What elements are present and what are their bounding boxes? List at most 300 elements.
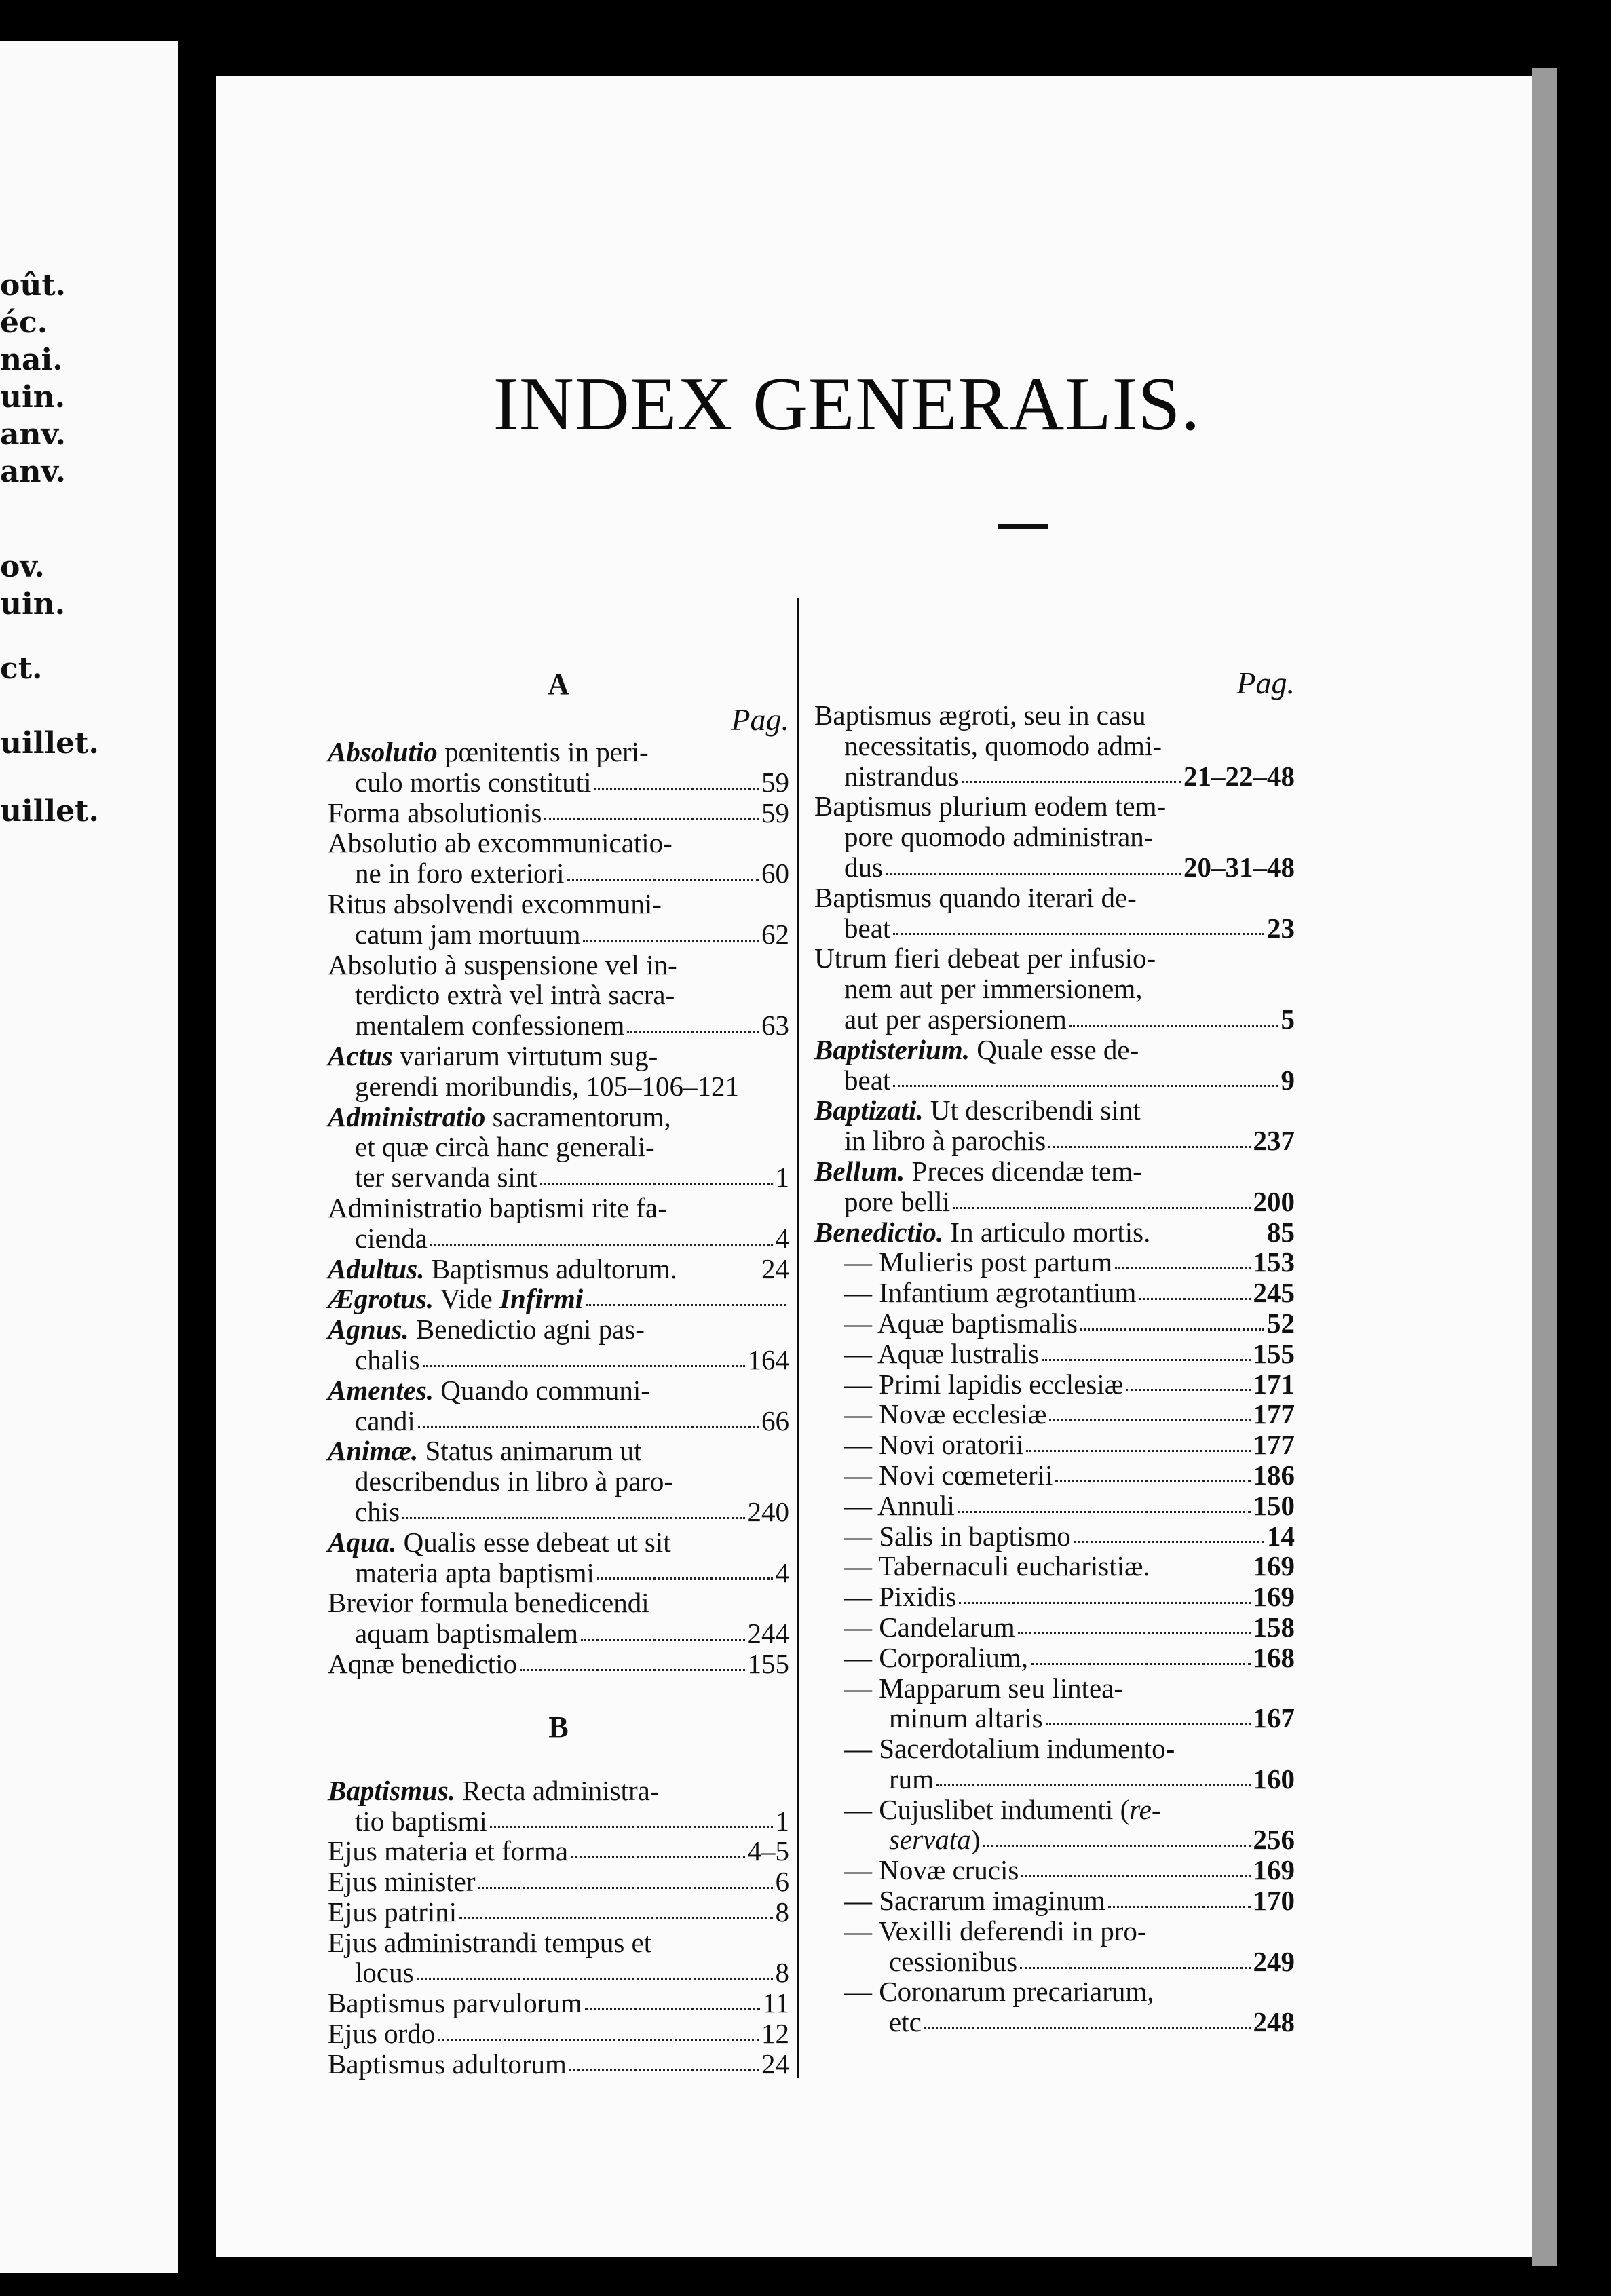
- entry-text: materia apta baptismi: [355, 1556, 594, 1588]
- leader-dots: [1080, 1328, 1264, 1331]
- leader-dots: [417, 1978, 773, 1980]
- page-number: 155: [1253, 1337, 1295, 1369]
- index-entry: [814, 1460, 1295, 1491]
- page-number: 177: [1253, 1398, 1295, 1430]
- entry-text: Baptismus quando iterari de-: [814, 881, 1137, 913]
- entry-text: Quale esse de-: [969, 1033, 1139, 1065]
- index-entry: [328, 1649, 789, 1679]
- index-entry: [814, 2007, 1295, 2037]
- leader-dots: [936, 1784, 1250, 1786]
- leader-dots: [520, 1669, 745, 1671]
- entry-text: Ejus administrandi tempus et: [328, 1926, 652, 1958]
- leader-dots: [567, 879, 759, 881]
- page-number: 6: [775, 1866, 789, 1898]
- entry-text: — Novi cœmeterii: [844, 1459, 1053, 1491]
- page-number: 24: [761, 2048, 789, 2080]
- entry-text: — Corporalium,: [844, 1641, 1029, 1673]
- index-entry: [328, 980, 789, 1010]
- entry-text: dus: [844, 851, 883, 883]
- page-number: 20–31–48: [1183, 851, 1295, 883]
- leader-dots: [983, 1845, 1250, 1847]
- page-number: 171: [1253, 1368, 1295, 1400]
- leader-dots: [1126, 1389, 1250, 1391]
- entry-headword-ref: Infirmi: [499, 1283, 584, 1315]
- index-entry: [814, 974, 1295, 1004]
- entry-text: — Aquæ baptismalis: [844, 1307, 1078, 1339]
- page-number: 4: [775, 1556, 789, 1588]
- page-number: 8: [775, 1957, 789, 1989]
- leader-dots: [1139, 1298, 1250, 1300]
- entry-text: beat: [844, 912, 891, 944]
- index-entry: [814, 1612, 1295, 1643]
- page-number: 170: [1253, 1885, 1295, 1917]
- index-entry: [328, 798, 789, 828]
- page-number: 150: [1253, 1489, 1295, 1521]
- entry-text: etc: [889, 2006, 922, 2038]
- page-edge: [1532, 68, 1557, 2266]
- entry-text: mentalem confessionem: [355, 1010, 625, 1041]
- entry-text: — Mulieris post partum: [844, 1246, 1113, 1278]
- index-entry: [814, 1582, 1295, 1612]
- index-entry: [814, 822, 1295, 852]
- prev-page-fragment: anv.: [0, 455, 66, 489]
- index-entry: [328, 1588, 789, 1618]
- page-number: 9: [1281, 1064, 1295, 1096]
- index-entry: [328, 828, 789, 858]
- index-entry: [328, 1867, 789, 1897]
- index-entry: [328, 1776, 789, 1806]
- leader-dots: [958, 1511, 1251, 1513]
- section-b-entries: [328, 1776, 789, 2080]
- leader-dots: [581, 1639, 744, 1641]
- entry-text: culo mortis constituti: [355, 766, 592, 798]
- index-entry: [814, 700, 1295, 731]
- index-entry: [814, 1399, 1295, 1430]
- index-entry: [328, 1497, 789, 1527]
- entry-text: chalis: [355, 1343, 420, 1375]
- leader-dots: [1021, 1875, 1250, 1877]
- index-entry: [328, 1071, 789, 1102]
- index-entry: [328, 1928, 789, 1958]
- index-entry: [328, 889, 789, 919]
- entry-headword: Absolutio: [328, 736, 438, 767]
- index-entry: [814, 1278, 1295, 1308]
- leader-dots: [893, 933, 1264, 935]
- page-number: 160: [1253, 1763, 1295, 1795]
- entry-text: catum jam mortuum: [355, 918, 581, 950]
- entry-text: beat: [844, 1064, 891, 1096]
- index-entry: [814, 1976, 1295, 2007]
- index-entry: [328, 1162, 789, 1193]
- prev-page-fragment: anv.: [0, 417, 66, 452]
- page-number: 63: [761, 1010, 789, 1041]
- entry-text: — Tabernaculi eucharistiæ.: [844, 1550, 1150, 1582]
- entry-text: Status animarum ut: [418, 1435, 642, 1467]
- entry-text: pore belli: [844, 1185, 950, 1217]
- prev-page-fragment: ov.: [0, 550, 45, 584]
- index-entry: [814, 1734, 1295, 1764]
- pag-label-right: Pag.: [1236, 666, 1295, 700]
- entry-text: cienda: [355, 1222, 428, 1254]
- page-number: 1: [775, 1805, 789, 1837]
- entry-headword: Agnus.: [328, 1314, 409, 1345]
- entry-text: locus: [355, 1957, 414, 1989]
- leader-dots: [924, 2027, 1251, 2029]
- leader-dots: [597, 1577, 773, 1580]
- entry-text: gerendi moribundis, 105–106–121: [355, 1070, 739, 1102]
- index-entry: [814, 1126, 1295, 1156]
- leader-dots: [1042, 1359, 1250, 1361]
- entry-text: Baptismus ægroti, seu in casu: [814, 700, 1146, 731]
- leader-dots: [438, 2039, 759, 2041]
- index-entry: [328, 1132, 789, 1162]
- prev-page-fragment: uillet.: [0, 794, 99, 828]
- index-entry: [814, 1035, 1295, 1065]
- page-number: 186: [1253, 1459, 1295, 1491]
- leader-dots: [893, 1085, 1278, 1087]
- entry-text: Quando communi-: [434, 1374, 650, 1406]
- entry-text: In articulo mortis.: [943, 1216, 1151, 1248]
- page-number: 169: [1253, 1550, 1295, 1582]
- entry-text: pœnitentis in peri-: [437, 736, 649, 767]
- index-entry: [814, 761, 1295, 792]
- index-entry: [328, 737, 789, 767]
- entry-text: Ut describendi sint: [923, 1094, 1141, 1126]
- section-a-entries: [328, 737, 789, 1679]
- entry-text: — Coronarum precariarum,: [844, 1976, 1154, 2008]
- entry-text: et quæ circà hanc generali-: [355, 1131, 655, 1163]
- entry-headword: Ægrotus.: [328, 1283, 434, 1315]
- index-entry: [328, 2049, 789, 2080]
- leader-dots: [1055, 1480, 1250, 1482]
- index-entry: [814, 1947, 1295, 1977]
- prev-page-fragment: éc.: [0, 305, 48, 340]
- page-number: 167: [1253, 1702, 1295, 1734]
- index-entry: [328, 1806, 789, 1837]
- index-entry: [328, 1957, 789, 1988]
- page-number: 237: [1253, 1125, 1295, 1157]
- index-entry: [814, 1430, 1295, 1460]
- leader-dots: [459, 1917, 772, 1919]
- entry-text: pore quomodo administran-: [844, 821, 1154, 853]
- index-entry: [814, 1187, 1295, 1217]
- page-number: 200: [1253, 1185, 1295, 1217]
- index-entry: [814, 1491, 1295, 1521]
- index-entry: [328, 1041, 789, 1071]
- entry-text: Ritus absolvendi excommuni-: [328, 887, 662, 919]
- entry-text: Ejus materia et forma: [328, 1835, 569, 1867]
- prev-page-fragment: uin.: [0, 587, 66, 621]
- entry-italic: servata: [889, 1824, 971, 1856]
- leader-dots: [594, 788, 759, 790]
- index-entry: [814, 1795, 1295, 1825]
- entry-text: tio baptismi: [355, 1805, 487, 1837]
- entry-text: Qualis esse debeat ut sit: [396, 1526, 671, 1558]
- index-entry: [814, 913, 1295, 944]
- page-number: 59: [761, 766, 789, 798]
- leader-dots: [585, 2008, 760, 2010]
- entry-text: — Cujuslibet indumenti (: [844, 1793, 1130, 1825]
- prev-page-fragment: uillet.: [0, 726, 99, 761]
- page-number: 240: [747, 1495, 789, 1527]
- index-entry: [814, 943, 1295, 974]
- entry-text: — Salis in baptismo: [844, 1520, 1071, 1552]
- page-number: 249: [1253, 1945, 1295, 1977]
- page-number: 177: [1253, 1429, 1295, 1461]
- page-number: 8: [775, 1896, 789, 1928]
- index-entry: [328, 2018, 789, 2049]
- entry-text: — Infantium ægrotantium: [844, 1277, 1137, 1309]
- index-entry: [328, 1436, 789, 1466]
- index-entry: [328, 858, 789, 889]
- entry-text: chis: [355, 1495, 400, 1527]
- entry-headword: Actus: [328, 1039, 393, 1071]
- leader-dots: [627, 1031, 759, 1033]
- entry-text: terdicto extrà vel intrà sacra-: [355, 979, 675, 1011]
- entry-text: Brevior formula benedicendi: [328, 1587, 649, 1619]
- index-entry: [328, 1466, 789, 1497]
- leader-dots: [1031, 1663, 1250, 1665]
- entry-text: necessitatis, quomodo admi-: [844, 729, 1162, 761]
- right-column: [814, 666, 1295, 2038]
- entry-text: — Annuli: [844, 1489, 955, 1521]
- index-entry: [814, 1764, 1295, 1795]
- index-entry: [328, 1558, 789, 1588]
- leader-dots: [430, 1244, 773, 1246]
- entry-text: cessionibus: [889, 1945, 1018, 1977]
- entry-text: Preces dicendæ tem-: [905, 1155, 1142, 1187]
- entry-text: Recta administra-: [455, 1774, 660, 1806]
- entry-text: Forma absolutionis: [328, 797, 542, 828]
- index-entry: [328, 1836, 789, 1867]
- page-number: 158: [1253, 1611, 1295, 1643]
- entry-text: variarum virtutum sug-: [392, 1039, 658, 1071]
- title-rule: [998, 524, 1048, 529]
- leader-dots: [478, 1887, 773, 1889]
- index-entry: [814, 731, 1295, 761]
- page-title: INDEX GENERALIS.: [493, 362, 1201, 446]
- entry-text: — Novæ ecclesiæ: [844, 1398, 1047, 1430]
- index-entry: [814, 1824, 1295, 1855]
- prev-page-fragment: oût.: [0, 268, 66, 303]
- leader-dots: [490, 1826, 773, 1828]
- index-entry: [328, 1314, 789, 1345]
- entry-headword: Amentes.: [328, 1374, 434, 1406]
- leader-dots: [1069, 1025, 1278, 1027]
- entry-text: — Sacerdotalium indumento-: [844, 1733, 1175, 1765]
- leader-dots: [540, 1183, 773, 1185]
- page-number: 169: [1253, 1581, 1295, 1613]
- entry-headword: Administratio: [328, 1101, 486, 1132]
- index-entry: [814, 1339, 1295, 1369]
- entry-text: minum altaris: [889, 1702, 1043, 1734]
- index-entry: [814, 1703, 1295, 1734]
- entry-text: Baptismus parvulorum: [328, 1987, 582, 2019]
- entry-text: describendus in libro à paro-: [355, 1466, 674, 1497]
- index-entry: [328, 1345, 789, 1375]
- leader-dots: [571, 1856, 744, 1858]
- page-number: 11: [762, 1987, 789, 2019]
- pag-label-left: Pag.: [731, 702, 789, 737]
- page-number: 248: [1253, 2006, 1295, 2038]
- entry-text: aquam baptismalem: [355, 1618, 579, 1649]
- index-entry: [328, 1375, 789, 1406]
- index-entry: [328, 1010, 789, 1041]
- entry-italic: re-: [1129, 1793, 1161, 1825]
- entry-text: ne in foro exteriori: [355, 858, 565, 889]
- page-number: 66: [761, 1404, 789, 1436]
- index-entry: [814, 1855, 1295, 1886]
- prev-page-fragment: uin.: [0, 380, 66, 415]
- leader-dots: [953, 1207, 1251, 1209]
- section-letter-a: A: [548, 668, 569, 701]
- entry-text: — Mapparum seu lintea-: [844, 1672, 1124, 1704]
- index-entry: [328, 1527, 789, 1558]
- index-entry: [328, 1102, 789, 1132]
- leader-dots: [1074, 1541, 1264, 1543]
- index-entry: [814, 1643, 1295, 1673]
- page-number: 164: [747, 1343, 789, 1375]
- index-entry: [814, 1308, 1295, 1339]
- entry-text: aut per aspersionem: [844, 1003, 1067, 1035]
- index-entry: [814, 791, 1295, 822]
- entry-text: Administratio baptismi rite fa-: [328, 1191, 667, 1223]
- entry-text: Absolutio à suspensione vel in-: [328, 949, 677, 980]
- page-number: 153: [1253, 1246, 1295, 1278]
- leader-dots: [886, 873, 1181, 875]
- index-entry: [814, 1369, 1295, 1400]
- leader-dots: [544, 818, 759, 820]
- leader-dots: [586, 1304, 786, 1306]
- entry-text: — Candelarum: [844, 1611, 1015, 1643]
- page-number: 52: [1267, 1307, 1295, 1339]
- entry-text: Absolutio ab excommunicatio-: [328, 827, 672, 859]
- page-number: 85: [1267, 1216, 1295, 1248]
- previous-page-fragment: [0, 41, 178, 2273]
- index-entry: [328, 1618, 789, 1649]
- entry-text: rum: [889, 1763, 934, 1795]
- index-entry: [814, 1247, 1295, 1278]
- leader-dots: [1115, 1267, 1250, 1269]
- entry-text: sacramentorum,: [485, 1101, 671, 1132]
- leader-dots: [569, 2069, 759, 2071]
- page-number: 245: [1253, 1277, 1295, 1309]
- entry-text: Aqnæ benedictio: [328, 1647, 517, 1679]
- leader-dots: [959, 1602, 1250, 1604]
- page-number: 14: [1267, 1520, 1295, 1552]
- prev-page-fragment: nai.: [0, 343, 63, 377]
- index-entry: [814, 1886, 1295, 1916]
- leader-dots: [423, 1365, 745, 1367]
- page-number: 4–5: [747, 1835, 789, 1867]
- entry-text: — Aquæ lustralis: [844, 1337, 1040, 1369]
- index-entry: [814, 1095, 1295, 1126]
- entry-text: Utrum fieri debeat per infusio-: [814, 942, 1156, 974]
- right-entries: [814, 700, 1295, 2037]
- page-number: 59: [761, 797, 789, 828]
- entry-text: — Vexilli deferendi in pro-: [844, 1915, 1147, 1947]
- page-number: 1: [775, 1162, 789, 1193]
- leader-dots: [1108, 1906, 1251, 1908]
- entry-text: ter servanda sint: [355, 1162, 537, 1193]
- page-number: 60: [761, 858, 789, 889]
- index-entry: [328, 1988, 789, 2018]
- entry-headword: Animæ.: [328, 1435, 419, 1467]
- index-entry: [814, 1521, 1295, 1552]
- entry-text: Ejus minister: [328, 1866, 476, 1898]
- entry-text: — Sacrarum imaginum: [844, 1885, 1105, 1917]
- entry-text: Vide: [434, 1283, 500, 1315]
- leader-dots: [1046, 1723, 1251, 1725]
- page-number: 4: [775, 1222, 789, 1254]
- leader-dots: [402, 1517, 744, 1519]
- entry-text: — Pixidis: [844, 1581, 957, 1613]
- entry-text: nistrandus: [844, 760, 959, 792]
- index-entry: [328, 1254, 789, 1284]
- index-entry: [814, 1156, 1295, 1187]
- index-entry: [328, 950, 789, 980]
- entry-text: Ejus patrini: [328, 1896, 457, 1928]
- leader-dots: [1048, 1146, 1250, 1148]
- index-entry: [328, 1406, 789, 1436]
- leader-dots: [1020, 1967, 1250, 1969]
- entry-text: Baptismus adultorum: [328, 2048, 567, 2080]
- index-entry: [328, 919, 789, 950]
- entry-text: Ejus ordo: [328, 2018, 436, 2050]
- index-entry: [814, 1217, 1295, 1248]
- leader-dots: [1049, 1419, 1250, 1421]
- entry-headword: Baptismus.: [328, 1774, 455, 1806]
- entry-headword: Benedictio.: [814, 1216, 944, 1248]
- entry-text: — Primi lapidis ecclesiæ: [844, 1368, 1124, 1400]
- leader-dots: [418, 1426, 759, 1428]
- entry-text: Baptismus adultorum.: [424, 1252, 677, 1284]
- entry-headword: Aqua.: [328, 1526, 397, 1558]
- index-entry: [328, 1897, 789, 1928]
- index-entry: [814, 1065, 1295, 1096]
- entry-text: — Novi oratorii: [844, 1429, 1024, 1461]
- prev-page-fragment: ct.: [0, 651, 43, 686]
- entry-text: in libro à parochis: [844, 1125, 1046, 1157]
- index-entry: [814, 1673, 1295, 1704]
- leader-dots: [1018, 1632, 1251, 1634]
- page-number: 24: [761, 1252, 789, 1284]
- index-entry: [328, 1223, 789, 1254]
- page-number: 12: [761, 2018, 789, 2050]
- entry-text: candi: [355, 1404, 415, 1436]
- index-entry: [814, 1551, 1295, 1582]
- entry-text: — Novæ crucis: [844, 1854, 1019, 1886]
- page-number: 169: [1253, 1854, 1295, 1886]
- index-entry: [814, 1004, 1295, 1035]
- left-column: [328, 666, 789, 2080]
- column-divider: [797, 598, 799, 2078]
- page-number: 23: [1267, 912, 1295, 944]
- leader-dots: [962, 781, 1181, 783]
- index-entry: [814, 883, 1295, 913]
- page-number: 21–22–48: [1183, 760, 1295, 792]
- entry-headword: Bellum.: [814, 1155, 905, 1187]
- page-number: 5: [1281, 1003, 1295, 1035]
- entry-text: Baptismus plurium eodem tem-: [814, 790, 1167, 822]
- index-entry: [328, 1284, 789, 1314]
- entry-headword: Baptizati.: [814, 1094, 924, 1126]
- section-letter-b: B: [548, 1710, 569, 1744]
- index-entry: [328, 1193, 789, 1223]
- page-number: 62: [761, 918, 789, 950]
- index-entry: [328, 767, 789, 798]
- page-number: 244: [747, 1618, 789, 1649]
